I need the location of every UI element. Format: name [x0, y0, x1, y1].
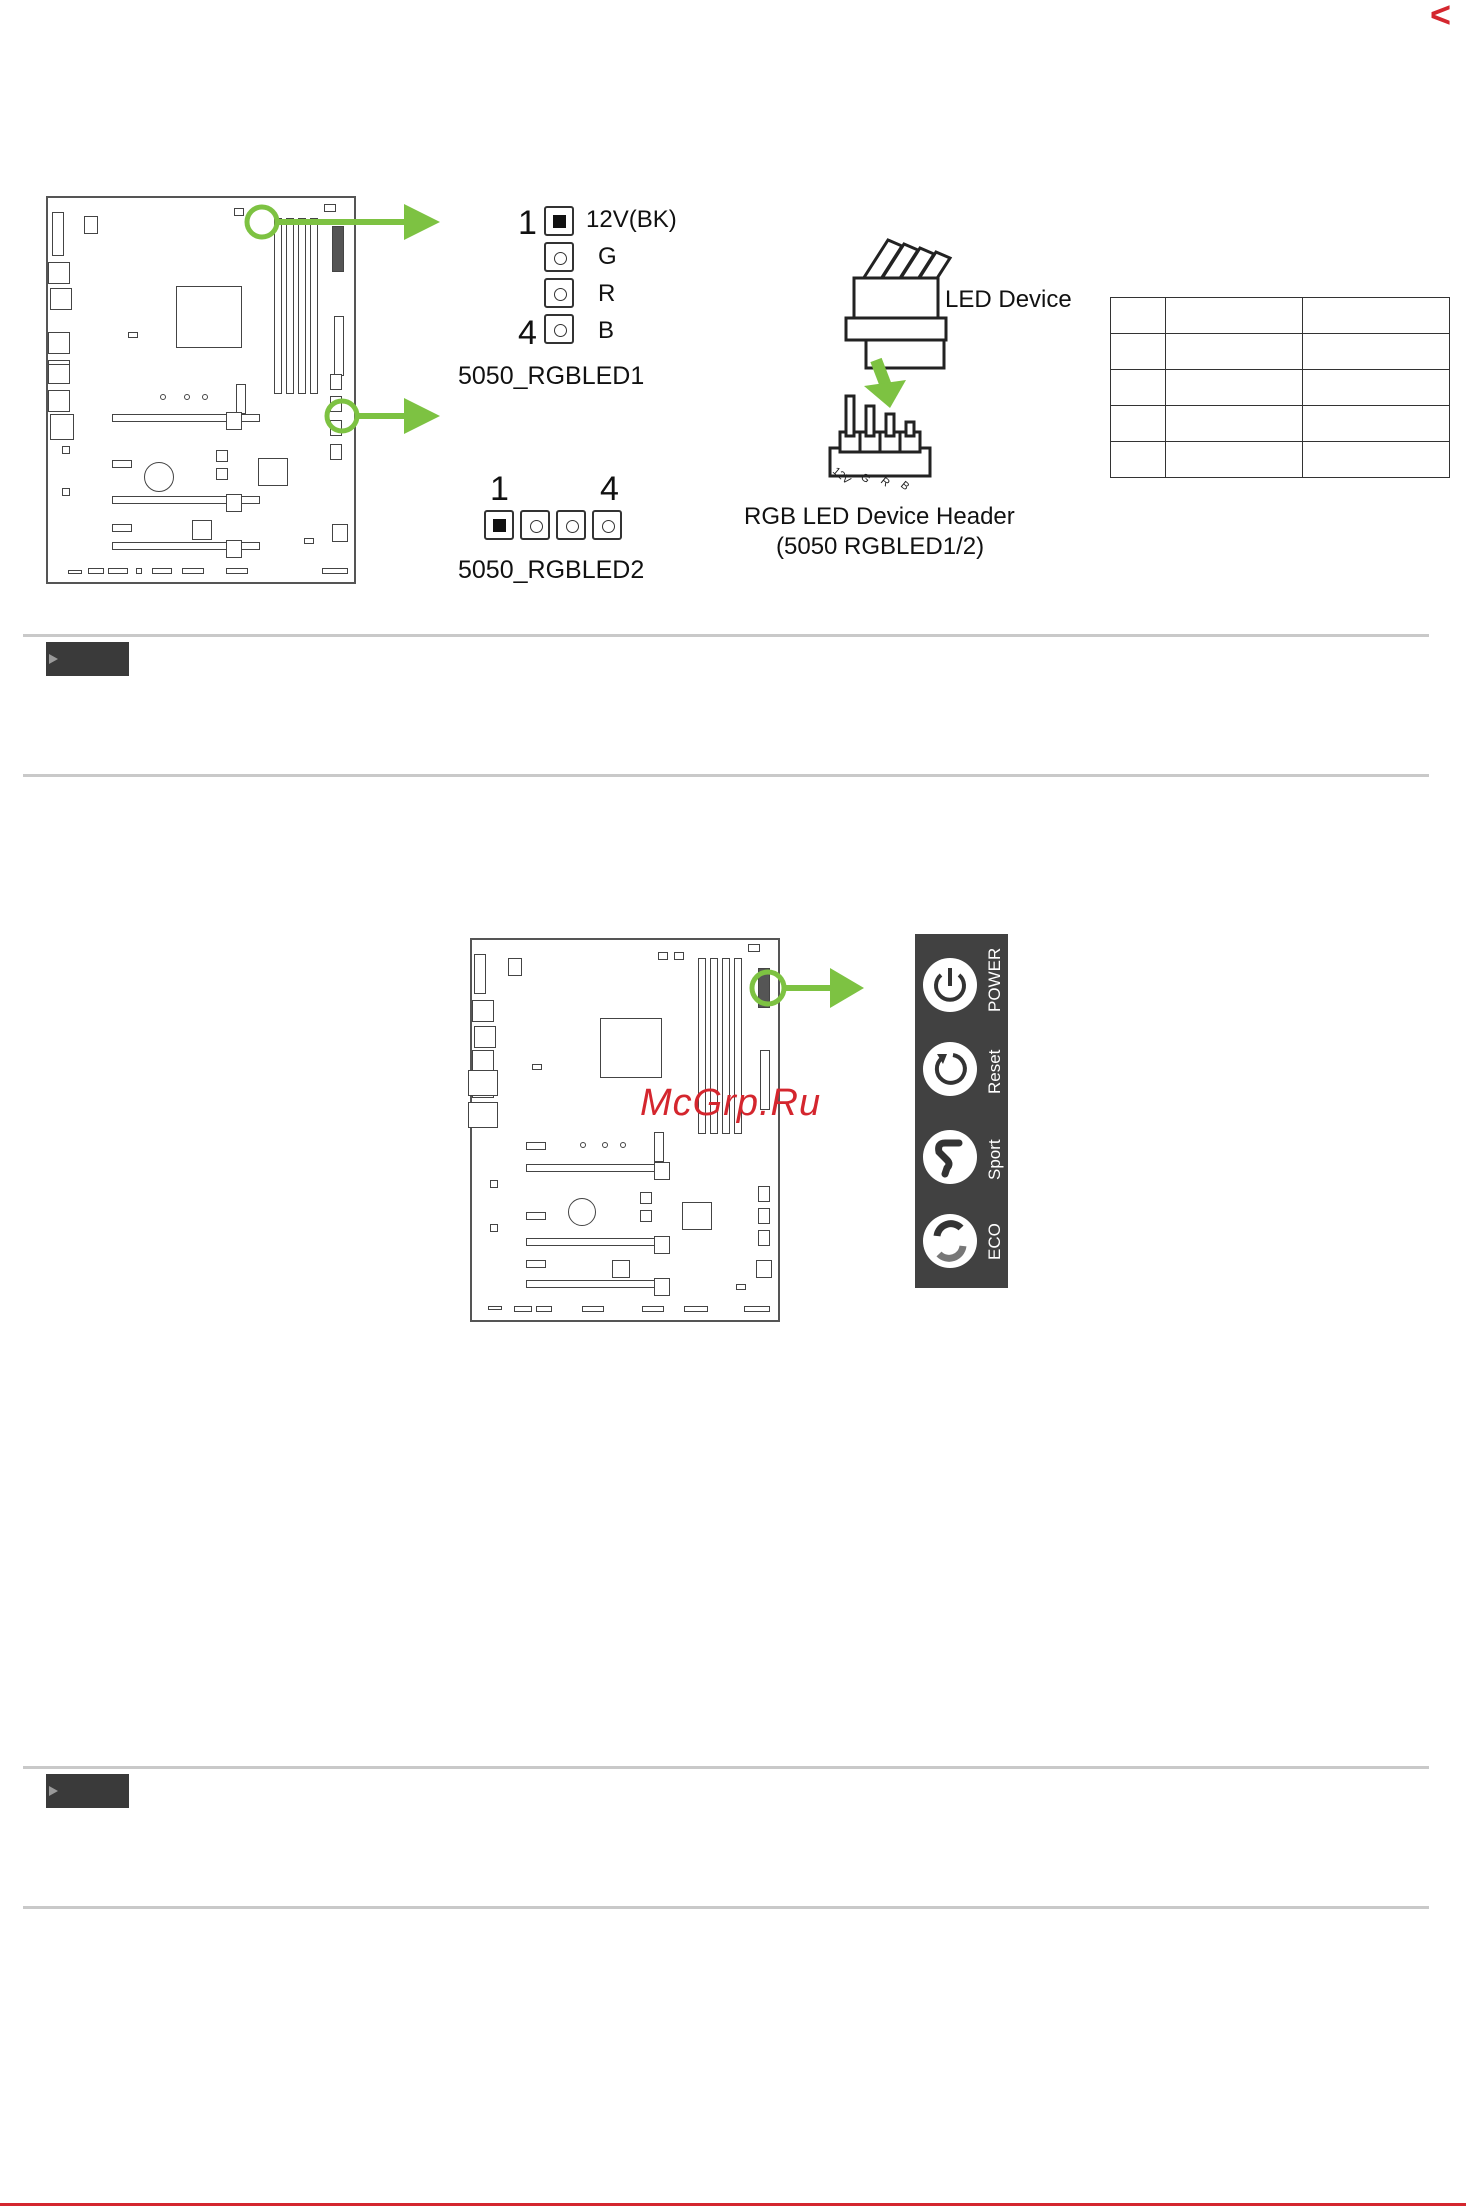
led-device-illustration — [810, 210, 980, 500]
watermark: McGrp.Ru — [640, 1082, 822, 1124]
divider — [23, 1906, 1429, 1909]
table-row — [1111, 406, 1450, 442]
device-caption-line2: (5050 RGBLED1/2) — [776, 533, 985, 560]
table-row — [1111, 442, 1450, 478]
header1-name: 5050_RGBLED1 — [458, 362, 645, 390]
pin-label-b: B — [598, 317, 615, 344]
led-device-label: LED Device — [945, 286, 1072, 313]
device-caption-line1: RGB LED Device Header — [744, 503, 1015, 530]
sport-button[interactable] — [923, 1130, 977, 1184]
pin-mark-r: R — [878, 475, 892, 490]
table-row — [1111, 298, 1450, 334]
power-icon — [923, 958, 977, 1012]
note-tab — [46, 1774, 129, 1808]
pin-mark-12v: 12V — [830, 465, 853, 487]
play-arrow-icon — [49, 654, 58, 664]
pin-assignment-table — [1110, 297, 1450, 478]
pin-label-r: R — [598, 280, 616, 307]
onboard-button-panel — [915, 934, 1008, 1288]
eco-label: ECO — [985, 1223, 1004, 1260]
sport-icon — [923, 1130, 977, 1184]
play-arrow-icon — [49, 1786, 58, 1796]
pin-3-h2 — [556, 510, 586, 540]
eco-button[interactable] — [923, 1214, 977, 1268]
table-row — [1111, 334, 1450, 370]
pin1-number: 1 — [518, 204, 537, 242]
pin-mark-b: B — [898, 479, 912, 494]
pin-label-12v: 12V(BK) — [586, 206, 677, 233]
divider — [23, 774, 1429, 777]
pin-2-h2 — [520, 510, 550, 540]
reset-icon — [923, 1042, 977, 1096]
motherboard-diagram-buttons — [470, 938, 780, 1322]
pin-4 — [544, 314, 574, 344]
power-button[interactable] — [923, 958, 977, 1012]
callout-arrows-rgb — [240, 196, 450, 446]
footer-rule — [0, 2203, 1466, 2206]
pin-4-h2 — [592, 510, 622, 540]
divider — [23, 634, 1429, 637]
divider — [23, 1766, 1429, 1769]
pin4-number-h2: 4 — [600, 470, 619, 508]
pin1-number-h2: 1 — [490, 470, 509, 508]
note-tab — [46, 642, 129, 676]
reset-button[interactable] — [923, 1042, 977, 1096]
pin-mark-g: G — [858, 471, 873, 486]
pin-1-h2 — [484, 510, 514, 540]
sport-label: Sport — [985, 1139, 1004, 1180]
pin-label-g: G — [598, 243, 617, 270]
power-label: POWER — [985, 947, 1004, 1012]
corner-mark: < — [1430, 0, 1452, 35]
eco-icon — [923, 1214, 977, 1268]
callout-arrow-buttons — [740, 960, 870, 1020]
table-row — [1111, 370, 1450, 406]
reset-label: Reset — [985, 1049, 1004, 1094]
header2-name: 5050_RGBLED2 — [458, 556, 645, 584]
pin4-number: 4 — [518, 314, 537, 352]
pin-1 — [544, 206, 574, 236]
pin-2 — [544, 242, 574, 272]
pin-3 — [544, 278, 574, 308]
